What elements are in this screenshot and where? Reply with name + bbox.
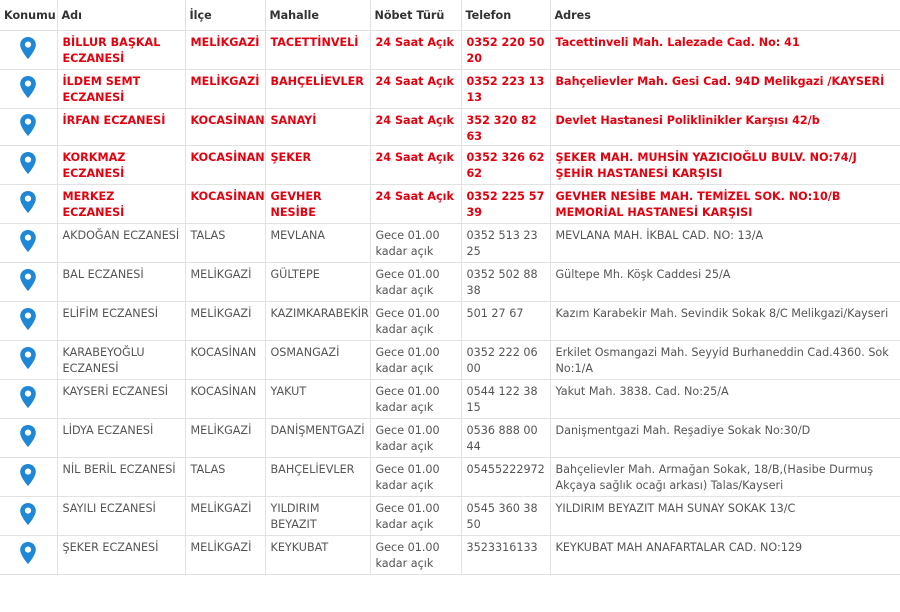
address-cell: ŞEKER MAH. MUHSİN YAZICIOĞLU BULV. NO:74/J ŞEHİR HASTANESİ KARŞISI <box>550 146 900 185</box>
duty-type-cell: Gece 01.00 kadar açık <box>370 458 461 497</box>
location-cell <box>0 185 57 224</box>
map-pin-icon[interactable] <box>19 151 37 175</box>
neighborhood-cell: BAHÇELİEVLER <box>265 458 370 497</box>
column-header-address: Adres <box>550 0 900 31</box>
phone-cell[interactable]: 0545 360 38 50 <box>461 497 550 536</box>
duty-type-cell: 24 Saat Açık <box>370 70 461 109</box>
address-cell: Danişmentgazi Mah. Reşadiye Sokak No:30/D <box>550 419 900 458</box>
column-header-name: Adı <box>57 0 185 31</box>
neighborhood-cell: SANAYİ <box>265 109 370 146</box>
district-cell: MELİKGAZİ <box>185 497 265 536</box>
pharmacy-name-cell: AKDOĞAN ECZANESİ <box>57 224 185 263</box>
neighborhood-cell: GÜLTEPE <box>265 263 370 302</box>
pharmacy-name-cell: KAYSERİ ECZANESİ <box>57 380 185 419</box>
phone-cell[interactable]: 0352 502 88 38 <box>461 263 550 302</box>
phone-cell[interactable]: 0536 888 00 44 <box>461 419 550 458</box>
district-cell: MELİKGAZİ <box>185 302 265 341</box>
neighborhood-cell: BAHÇELİEVLER <box>265 70 370 109</box>
address-cell: MEVLANA MAH. İKBAL CAD. NO: 13/A <box>550 224 900 263</box>
location-cell <box>0 224 57 263</box>
duty-type-cell: 24 Saat Açık <box>370 146 461 185</box>
duty-type-cell: Gece 01.00 kadar açık <box>370 263 461 302</box>
address-cell: Kazım Karabekir Mah. Sevindik Sokak 8/C Melikgazi/Kayseri <box>550 302 900 341</box>
location-cell <box>0 31 57 70</box>
table-row <box>0 109 900 146</box>
pharmacy-name-cell: BAL ECZANESİ <box>57 263 185 302</box>
phone-cell[interactable]: 352 320 82 63 <box>461 109 550 146</box>
neighborhood-cell: DANİŞMENTGAZİ <box>265 419 370 458</box>
phone-cell[interactable]: 0352 222 06 00 <box>461 341 550 380</box>
duty-type-cell: Gece 01.00 kadar açık <box>370 302 461 341</box>
neighborhood-cell: KEYKUBAT <box>265 536 370 575</box>
duty-type-cell: Gece 01.00 kadar açık <box>370 224 461 263</box>
duty-type-cell: Gece 01.00 kadar açık <box>370 536 461 575</box>
location-cell <box>0 146 57 185</box>
map-pin-icon[interactable] <box>19 424 37 448</box>
pharmacy-name-cell: BİLLUR BAŞKAL ECZANESİ <box>57 31 185 70</box>
pharmacy-name-cell: KORKMAZ ECZANESİ <box>57 146 185 185</box>
neighborhood-cell: YILDIRIM BEYAZIT <box>265 497 370 536</box>
map-pin-icon[interactable] <box>19 75 37 99</box>
pharmacy-name-cell: MERKEZ ECZANESİ <box>57 185 185 224</box>
location-cell <box>0 536 57 575</box>
map-pin-icon[interactable] <box>19 190 37 214</box>
map-pin-icon[interactable] <box>19 268 37 292</box>
phone-cell[interactable]: 501 27 67 <box>461 302 550 341</box>
table-row <box>0 341 900 380</box>
phone-cell[interactable]: 0352 220 50 20 <box>461 31 550 70</box>
location-cell <box>0 458 57 497</box>
district-cell: MELİKGAZİ <box>185 536 265 575</box>
duty-type-cell: Gece 01.00 kadar açık <box>370 341 461 380</box>
table-header-row <box>0 0 900 31</box>
address-cell: Devlet Hastanesi Poliklinikler Karşısı 42/b <box>550 109 900 146</box>
district-cell: TALAS <box>185 458 265 497</box>
location-cell <box>0 497 57 536</box>
phone-cell[interactable]: 0352 223 13 13 <box>461 70 550 109</box>
duty-type-cell: Gece 01.00 kadar açık <box>370 380 461 419</box>
table-row <box>0 224 900 263</box>
neighborhood-cell: KAZIMKARABEKİR <box>265 302 370 341</box>
location-cell <box>0 419 57 458</box>
table-row <box>0 263 900 302</box>
table-row <box>0 536 900 575</box>
pharmacy-name-cell: İLDEM SEMT ECZANESİ <box>57 70 185 109</box>
district-cell: KOCASİNAN <box>185 341 265 380</box>
neighborhood-cell: ŞEKER <box>265 146 370 185</box>
phone-cell[interactable]: 0352 326 62 62 <box>461 146 550 185</box>
location-cell <box>0 341 57 380</box>
pharmacy-name-cell: SAYILI ECZANESİ <box>57 497 185 536</box>
map-pin-icon[interactable] <box>19 541 37 565</box>
address-cell: Bahçelievler Mah. Armağan Sokak, 18/B,(Hasibe Durmuş Akçaya sağlık ocağı arkası) Talas/Kayseri <box>550 458 900 497</box>
map-pin-icon[interactable] <box>19 385 37 409</box>
address-cell: Erkilet Osmangazi Mah. Seyyid Burhaneddin Cad.4360. Sok No:1/A <box>550 341 900 380</box>
column-header-district: İlçe <box>185 0 265 31</box>
phone-cell[interactable]: 0544 122 38 15 <box>461 380 550 419</box>
location-cell <box>0 109 57 146</box>
address-cell: Gültepe Mh. Köşk Caddesi 25/A <box>550 263 900 302</box>
district-cell: KOCASİNAN <box>185 185 265 224</box>
neighborhood-cell: MEVLANA <box>265 224 370 263</box>
district-cell: TALAS <box>185 224 265 263</box>
pharmacy-name-cell: ŞEKER ECZANESİ <box>57 536 185 575</box>
neighborhood-cell: OSMANGAZİ <box>265 341 370 380</box>
map-pin-icon[interactable] <box>19 463 37 487</box>
address-cell: Yakut Mah. 3838. Cad. No:25/A <box>550 380 900 419</box>
pharmacy-name-cell: NİL BERİL ECZANESİ <box>57 458 185 497</box>
neighborhood-cell: GEVHER NESİBE <box>265 185 370 224</box>
duty-type-cell: 24 Saat Açık <box>370 31 461 70</box>
duty-type-cell: Gece 01.00 kadar açık <box>370 497 461 536</box>
district-cell: MELİKGAZİ <box>185 31 265 70</box>
district-cell: KOCASİNAN <box>185 380 265 419</box>
table-row <box>0 185 900 224</box>
duty-type-cell: Gece 01.00 kadar açık <box>370 419 461 458</box>
map-pin-icon[interactable] <box>19 229 37 253</box>
table-row <box>0 419 900 458</box>
district-cell: KOCASİNAN <box>185 109 265 146</box>
phone-cell[interactable]: 3523316133 <box>461 536 550 575</box>
address-cell: KEYKUBAT MAH ANAFARTALAR CAD. NO:129 <box>550 536 900 575</box>
table-row <box>0 302 900 341</box>
map-pin-icon[interactable] <box>19 36 37 60</box>
neighborhood-cell: TACETTİNVELİ <box>265 31 370 70</box>
address-cell: GEVHER NESİBE MAH. TEMİZEL SOK. NO:10/B MEMORİAL HASTANESİ KARŞISI <box>550 185 900 224</box>
table-row <box>0 146 900 185</box>
duty-type-cell: 24 Saat Açık <box>370 185 461 224</box>
location-cell <box>0 380 57 419</box>
phone-cell[interactable]: 0352 225 57 39 <box>461 185 550 224</box>
column-header-neighborhood: Mahalle <box>265 0 370 31</box>
table-row <box>0 497 900 536</box>
map-pin-icon[interactable] <box>19 502 37 526</box>
district-cell: MELİKGAZİ <box>185 70 265 109</box>
map-pin-icon[interactable] <box>19 307 37 331</box>
neighborhood-cell: YAKUT <box>265 380 370 419</box>
column-header-location: Konumu <box>0 0 57 31</box>
district-cell: KOCASİNAN <box>185 146 265 185</box>
pharmacy-name-cell: ELİFİM ECZANESİ <box>57 302 185 341</box>
phone-cell[interactable]: 05455222972 <box>461 458 550 497</box>
duty-type-cell: 24 Saat Açık <box>370 109 461 146</box>
location-cell <box>0 302 57 341</box>
address-cell: YILDIRIM BEYAZIT MAH SUNAY SOKAK 13/C <box>550 497 900 536</box>
pharmacy-name-cell: LİDYA ECZANESİ <box>57 419 185 458</box>
district-cell: MELİKGAZİ <box>185 263 265 302</box>
map-pin-icon[interactable] <box>19 113 37 137</box>
table-row <box>0 70 900 109</box>
address-cell: Tacettinveli Mah. Lalezade Cad. No: 41 <box>550 31 900 70</box>
location-cell <box>0 263 57 302</box>
table-row <box>0 458 900 497</box>
map-pin-icon[interactable] <box>19 346 37 370</box>
pharmacy-name-cell: İRFAN ECZANESİ <box>57 109 185 146</box>
table-row <box>0 31 900 70</box>
location-cell <box>0 70 57 109</box>
pharmacy-name-cell: KARABEYOĞLU ECZANESİ <box>57 341 185 380</box>
address-cell: Bahçelievler Mah. Gesi Cad. 94D Melikgazi /KAYSERİ <box>550 70 900 109</box>
phone-cell[interactable]: 0352 513 23 25 <box>461 224 550 263</box>
column-header-duty-type: Nöbet Türü <box>370 0 461 31</box>
district-cell: MELİKGAZİ <box>185 419 265 458</box>
column-header-phone: Telefon <box>461 0 550 31</box>
table-row <box>0 380 900 419</box>
